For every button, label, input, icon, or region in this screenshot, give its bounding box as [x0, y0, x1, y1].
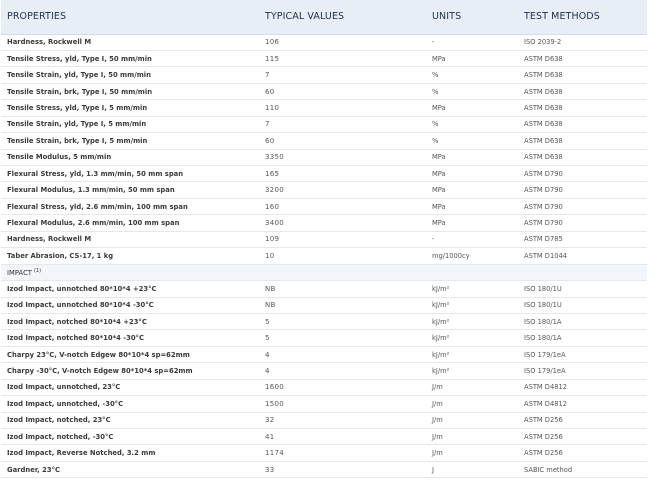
header-properties: PROPERTIES	[1, 0, 259, 34]
unit-cell: J/m	[426, 396, 518, 412]
unit-cell: kJ/m²	[426, 363, 518, 379]
test-method-cell: ASTM D256	[518, 412, 647, 428]
unit-cell: kJ/m²	[426, 297, 518, 313]
property-cell: Izod Impact, unnotched, -30°C	[1, 396, 259, 412]
property-cell: Tensile Strain, brk, Type I, 50 mm/min	[1, 83, 259, 99]
table-row	[1, 379, 647, 395]
footnote-marker: (1)	[33, 267, 42, 274]
test-method-cell: ISO 179/1eA	[518, 346, 647, 362]
property-cell: Izod Impact, unnotched, 23°C	[1, 379, 259, 395]
unit-cell: J/m	[426, 412, 518, 428]
property-cell: Charpy -30°C, V-notch Edgew 80*10*4 sp=62mm	[1, 363, 259, 379]
unit-cell: MPa	[426, 182, 518, 198]
unit-cell: %	[426, 116, 518, 132]
value-cell: 109	[259, 231, 426, 247]
table-row	[1, 182, 647, 198]
property-cell: Hardness, Rockwell M	[1, 231, 259, 247]
unit-cell: -	[426, 34, 518, 50]
unit-cell: J/m	[426, 445, 518, 461]
value-cell: 110	[259, 100, 426, 116]
table-row	[1, 461, 647, 477]
property-cell: Tensile Strain, brk, Type I, 5 mm/min	[1, 133, 259, 149]
property-cell: Tensile Stress, yld, Type I, 50 mm/min	[1, 50, 259, 66]
section-label: IMPACT	[7, 268, 32, 277]
table-row	[1, 133, 647, 149]
table-row	[1, 166, 647, 182]
value-cell: 33	[259, 461, 426, 477]
unit-cell: J/m	[426, 429, 518, 445]
table-row	[1, 100, 647, 116]
property-cell: Flexural Modulus, 1.3 mm/min, 50 mm span	[1, 182, 259, 198]
test-method-cell: ASTM D638	[518, 116, 647, 132]
value-cell: 10	[259, 248, 426, 264]
section-heading	[1, 264, 647, 280]
test-method-cell: ASTM D790	[518, 166, 647, 182]
section-row-impact	[1, 264, 647, 280]
value-cell: 1600	[259, 379, 426, 395]
table-row	[1, 248, 647, 264]
unit-cell: %	[426, 83, 518, 99]
table-header	[1, 0, 647, 34]
table-row	[1, 215, 647, 231]
property-cell: Tensile Strain, yld, Type I, 50 mm/min	[1, 67, 259, 83]
test-method-cell: ASTM D638	[518, 100, 647, 116]
value-cell: 160	[259, 198, 426, 214]
value-cell: 60	[259, 83, 426, 99]
unit-cell: MPa	[426, 198, 518, 214]
value-cell: 7	[259, 67, 426, 83]
table-row	[1, 330, 647, 346]
unit-cell: J	[426, 461, 518, 477]
property-cell: Flexural Modulus, 2.6 mm/min, 100 mm span	[1, 215, 259, 231]
property-cell: Charpy 23°C, V-notch Edgew 80*10*4 sp=62mm	[1, 346, 259, 362]
property-cell: Izod Impact, unnotched 80*10*4 +23°C	[1, 281, 259, 297]
test-method-cell: ASTM D790	[518, 198, 647, 214]
table-row	[1, 149, 647, 165]
property-cell: Flexural Stress, yld, 1.3 mm/min, 50 mm span	[1, 166, 259, 182]
value-cell: 115	[259, 50, 426, 66]
test-method-cell: ASTM D1044	[518, 248, 647, 264]
property-cell: Tensile Modulus, 5 mm/min	[1, 149, 259, 165]
unit-cell: MPa	[426, 100, 518, 116]
property-cell: Izod Impact, notched, -30°C	[1, 429, 259, 445]
table-row	[1, 231, 647, 247]
value-cell: 1174	[259, 445, 426, 461]
test-method-cell: ASTM D638	[518, 83, 647, 99]
table-row	[1, 445, 647, 461]
test-method-cell: ASTM D256	[518, 445, 647, 461]
test-method-cell: ASTM D638	[518, 67, 647, 83]
value-cell: 60	[259, 133, 426, 149]
header-units: UNITS	[426, 0, 518, 34]
table-row	[1, 313, 647, 329]
property-cell: Tensile Strain, yld, Type I, 5 mm/min	[1, 116, 259, 132]
test-method-cell: ASTM D790	[518, 215, 647, 231]
test-method-cell: ISO 180/1U	[518, 281, 647, 297]
test-method-cell: ISO 180/1U	[518, 297, 647, 313]
property-cell: Izod Impact, Reverse Notched, 3.2 mm	[1, 445, 259, 461]
header-test-methods: TEST METHODS	[518, 0, 647, 34]
property-cell: Tensile Stress, yld, Type I, 5 mm/min	[1, 100, 259, 116]
test-method-cell: ISO 180/1A	[518, 330, 647, 346]
value-cell: 1500	[259, 396, 426, 412]
unit-cell: MPa	[426, 166, 518, 182]
table-row	[1, 50, 647, 66]
unit-cell: J/m	[426, 379, 518, 395]
unit-cell: kJ/m²	[426, 281, 518, 297]
unit-cell: %	[426, 133, 518, 149]
value-cell: 5	[259, 330, 426, 346]
value-cell: 4	[259, 363, 426, 379]
test-method-cell: ASTM D638	[518, 149, 647, 165]
value-cell: 41	[259, 429, 426, 445]
value-cell: NB	[259, 281, 426, 297]
table-row	[1, 83, 647, 99]
test-method-cell: ISO 180/1A	[518, 313, 647, 329]
table-row	[1, 412, 647, 428]
unit-cell: MPa	[426, 215, 518, 231]
value-cell: 165	[259, 166, 426, 182]
table-row	[1, 346, 647, 362]
value-cell: 3200	[259, 182, 426, 198]
unit-cell: %	[426, 67, 518, 83]
unit-cell: mg/1000cy	[426, 248, 518, 264]
property-cell: Flexural Stress, yld, 2.6 mm/min, 100 mm span	[1, 198, 259, 214]
test-method-cell: ASTM D638	[518, 50, 647, 66]
property-cell: Izod Impact, notched, 23°C	[1, 412, 259, 428]
table-row	[1, 34, 647, 50]
property-cell: Gardner, 23°C	[1, 461, 259, 477]
table-row	[1, 198, 647, 214]
table-row	[1, 297, 647, 313]
property-cell: Hardness, Rockwell M	[1, 34, 259, 50]
value-cell: 5	[259, 313, 426, 329]
unit-cell: kJ/m²	[426, 346, 518, 362]
test-method-cell: ASTM D638	[518, 133, 647, 149]
property-cell: Izod Impact, notched 80*10*4 -30°C	[1, 330, 259, 346]
test-method-cell: ISO 179/1eA	[518, 363, 647, 379]
value-cell: 7	[259, 116, 426, 132]
test-method-cell: ASTM D256	[518, 429, 647, 445]
header-typical-values: TYPICAL VALUES	[259, 0, 426, 34]
table-row	[1, 67, 647, 83]
unit-cell: kJ/m²	[426, 330, 518, 346]
table-body	[1, 34, 647, 478]
test-method-cell: ASTM D790	[518, 182, 647, 198]
table-row	[1, 281, 647, 297]
value-cell: 3350	[259, 149, 426, 165]
test-method-cell: ISO 2039-2	[518, 34, 647, 50]
test-method-cell: ASTM D4812	[518, 379, 647, 395]
table-row	[1, 116, 647, 132]
table-row	[1, 429, 647, 445]
property-cell: Taber Abrasion, CS-17, 1 kg	[1, 248, 259, 264]
property-cell: Izod Impact, notched 80*10*4 +23°C	[1, 313, 259, 329]
value-cell: NB	[259, 297, 426, 313]
unit-cell: -	[426, 231, 518, 247]
value-cell: 32	[259, 412, 426, 428]
unit-cell: MPa	[426, 149, 518, 165]
test-method-cell: ASTM D4812	[518, 396, 647, 412]
value-cell: 3400	[259, 215, 426, 231]
table-row	[1, 363, 647, 379]
value-cell: 4	[259, 346, 426, 362]
test-method-cell: ASTM D785	[518, 231, 647, 247]
test-method-cell: SABIC method	[518, 461, 647, 477]
table-row	[1, 396, 647, 412]
unit-cell: MPa	[426, 50, 518, 66]
header-row	[1, 0, 647, 34]
unit-cell: kJ/m²	[426, 313, 518, 329]
value-cell: 106	[259, 34, 426, 50]
property-cell: Izod Impact, unnotched 80*10*4 -30°C	[1, 297, 259, 313]
properties-table	[1, 0, 647, 478]
